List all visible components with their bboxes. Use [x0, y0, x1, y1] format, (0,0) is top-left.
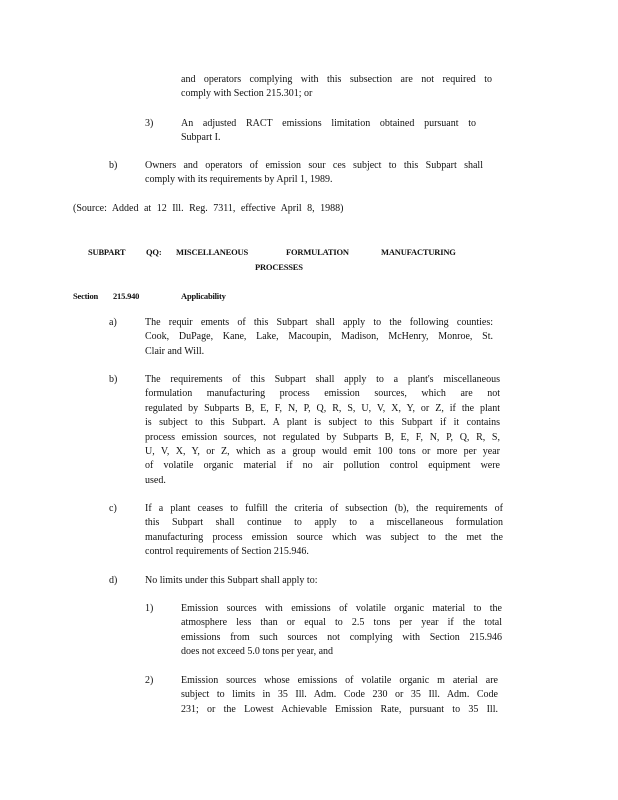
paragraph-a: [145, 316, 493, 359]
text-line: control requirements of Section 215.946.: [145, 546, 309, 558]
text-line: formulation manufacturing process emission sources, which are not: [145, 388, 500, 400]
text-line: Emission sources with emissions of volatile organic material to the: [181, 603, 502, 614]
text-line: this Subpart shall continue to apply to a miscellaneous formulation: [145, 517, 503, 529]
heading-word: PROCESSES: [255, 262, 303, 272]
subpart-letter: QQ:: [146, 247, 162, 257]
section-title: Applicability: [181, 291, 226, 301]
text-line: Cook, DuPage, Kane, Lake, Macoupin, Madison, McHenry, Monroe, St.: [145, 331, 493, 343]
item-b-paragraph: [145, 159, 483, 188]
text-line: manufacturing process emission source which was subject to the met the: [145, 531, 503, 543]
heading-word: MISCELLANEOUS: [176, 247, 249, 257]
text-line: The requir ements of this Subpart shall apply to the following counties:: [145, 317, 493, 328]
paragraph-d2: [181, 674, 498, 717]
text-line: is subject to this Subpart. A plant is subject to this Subpart if it contains: [145, 417, 500, 429]
text-line: If a plant ceases to fulfill the criteria of subsection (b), the requirements of: [145, 503, 503, 514]
item-3-paragraph: [181, 117, 476, 146]
heading-word: FORMULATION: [286, 247, 349, 257]
text-line: and operators complying with this subsection are not required to: [181, 74, 492, 85]
text-line: regulated by Subparts B, E, F, N, P, Q, R, S, U, V, X, Y, or Z, if the plant: [145, 402, 500, 414]
item-label: 3): [145, 118, 154, 129]
item-label: d): [109, 575, 118, 586]
source-note: (Source: Added at 12 Ill. Reg. 7311, effective April 8, 1988): [73, 203, 344, 214]
text-line: comply with Section 215.301; or: [181, 88, 313, 100]
item-label: 2): [145, 675, 154, 686]
text-line: comply with its requirements by April 1, 1989.: [145, 174, 333, 186]
section-number: 215.940: [113, 291, 140, 301]
text-line: Owners and operators of emission sour ces subject to this Subpart shall: [145, 160, 483, 171]
item-label: c): [109, 503, 117, 514]
text-line: The requirements of this Subpart shall apply to a plant's miscellaneous: [145, 374, 500, 385]
text-line: Clair and Will.: [145, 345, 205, 357]
heading-word: MANUFACTURING: [381, 247, 456, 257]
section-label: Section: [73, 291, 99, 301]
text-line: does not exceed 5.0 tons per year, and: [181, 646, 334, 658]
text-line: Subpart I.: [181, 132, 221, 144]
item-label: a): [109, 317, 117, 328]
text-line: emissions from such sources not complying with Section 215.946: [181, 631, 502, 643]
text-line: atmosphere less than or equal to 2.5 tons per year if the total: [181, 617, 502, 629]
text-line: An adjusted RACT emissions limitation obtained pursuant to: [181, 118, 476, 129]
paragraph-d1: [181, 602, 502, 660]
paragraph-b: [145, 373, 500, 488]
item-label: b): [109, 374, 118, 385]
subpart-label: SUBPART: [88, 247, 126, 257]
text-line: of volatile organic material if no air pollution control equipment were: [145, 460, 500, 472]
continuation-paragraph: [181, 73, 492, 102]
text-line: 231; or the Lowest Achievable Emission Rate, pursuant to 35 Ill.: [181, 703, 498, 715]
text-line: No limits under this Subpart shall apply to:: [145, 575, 318, 586]
paragraph-c: [145, 502, 503, 560]
item-label: b): [109, 160, 118, 171]
text-line: Emission sources whose emissions of volatile organic m aterial are: [181, 675, 498, 686]
text-line: subject to limits in 35 Ill. Adm. Code 230 or 35 Ill. Adm. Code: [181, 689, 498, 701]
text-line: process emission sources, not regulated by Subparts B, E, F, N, P, Q, R, S,: [145, 431, 500, 443]
text-line: U, V, X, Y, or Z, which as a group would emit 100 tons or more per year: [145, 446, 500, 458]
item-label: 1): [145, 603, 154, 614]
paragraph-d: [145, 574, 445, 588]
text-line: used.: [145, 474, 166, 486]
